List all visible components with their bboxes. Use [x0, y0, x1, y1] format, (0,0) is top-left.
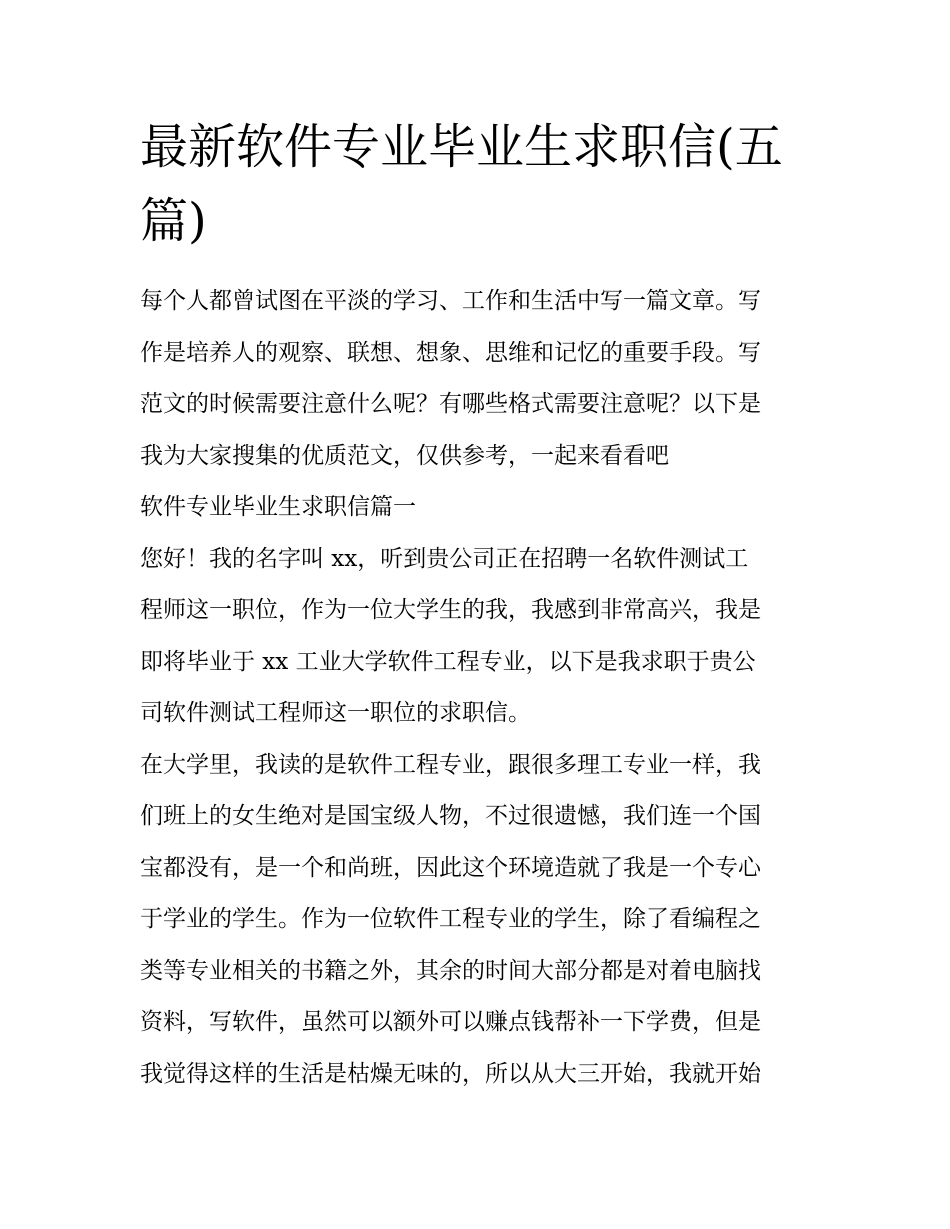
text-line: 们班上的女生绝对是国宝级人物，不过很遗憾，我们连一个国	[140, 803, 761, 829]
text-line: 作是培养人的观察、联想、想象、思维和记忆的重要手段。写	[140, 339, 761, 366]
text-line: 类等专业相关的书籍之外，其余的时间大部分都是对着电脑找	[140, 957, 761, 984]
section-heading: 软件专业毕业生求职信篇一	[140, 494, 416, 520]
text-line: 司软件测试工程师这一职位的求职信。	[140, 700, 531, 726]
text-line: 在大学里，我读的是软件工程专业，跟很多理工专业一样，我	[140, 751, 761, 778]
page-title	[140, 110, 820, 258]
document-body	[140, 276, 830, 1100]
text-line: 范文的时候需要注意什么呢？有哪些格式需要注意呢？以下是	[140, 391, 761, 417]
title-line-1: 最新软件专业毕业生求职信(五	[140, 119, 783, 175]
text-line: 宝都没有，是一个和尚班，因此这个环境造就了我是一个专心	[140, 854, 761, 881]
text-line: 每个人都曾试图在平淡的学习、工作和生活中写一篇文章。写	[140, 288, 761, 314]
text-line: 我为大家搜集的优质范文，仅供参考，一起来看看吧	[140, 442, 669, 469]
text-line: 您好！我的名字叫 xx，听到贵公司正在招聘一名软件测试工	[140, 545, 749, 572]
text-line: 于学业的学生。作为一位软件工程专业的学生，除了看编程之	[140, 906, 761, 932]
text-line: 即将毕业于 xx 工业大学软件工程专业，以下是我求职于贵公	[140, 648, 756, 675]
text-line: 我觉得这样的生活是枯燥无味的，所以从大三开始，我就开始	[140, 1060, 761, 1087]
text-line: 资料，写软件，虽然可以额外可以赚点钱帮补一下学费，但是	[140, 1009, 761, 1035]
title-line-2: 篇)	[140, 193, 207, 249]
text-line: 程师这一职位，作为一位大学生的我，我感到非常高兴，我是	[140, 597, 761, 623]
